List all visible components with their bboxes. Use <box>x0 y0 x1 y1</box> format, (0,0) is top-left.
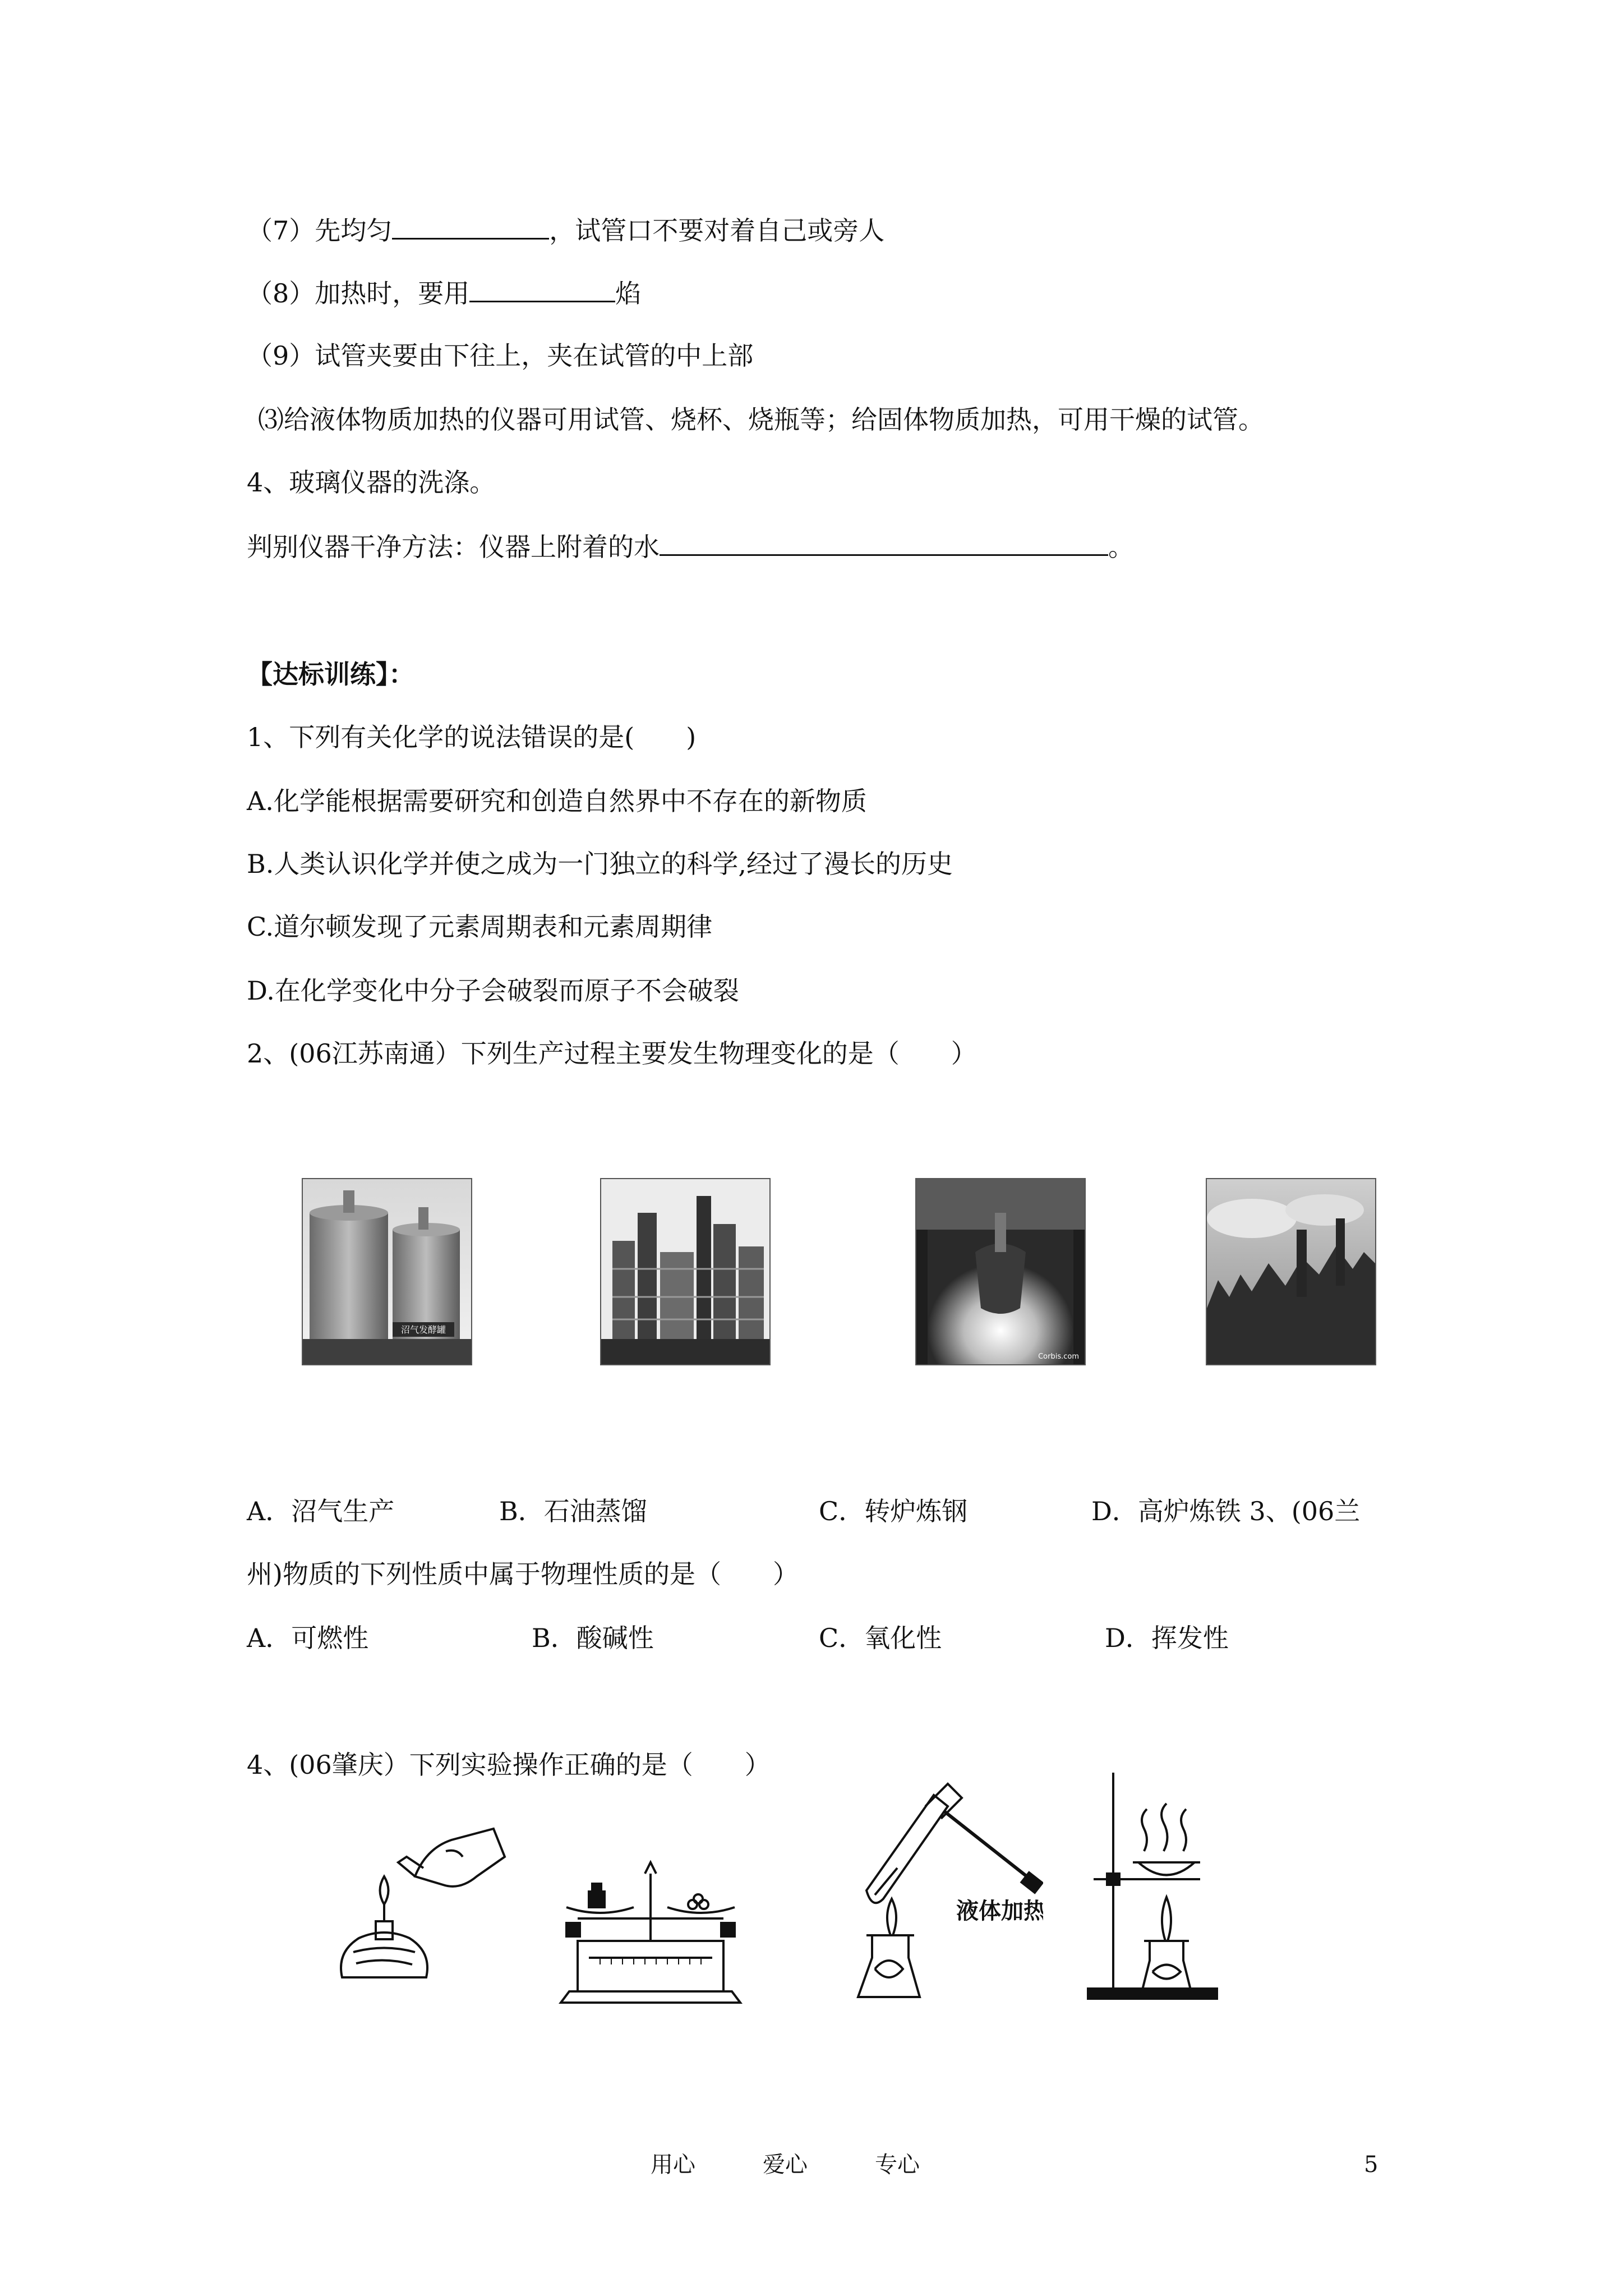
figure-3-label: 液体加热 <box>956 1898 1043 1924</box>
question-2-option-d: D．高炉炼铁 3、(06兰 <box>1091 1496 1361 1526</box>
photo-blast-furnace <box>1206 1178 1376 1365</box>
footer-motto-1: 用心 <box>651 2152 695 2178</box>
section-4-heading: 4、玻璃仪器的洗涤。 <box>247 467 496 498</box>
alcohol-lamp-lighting-icon <box>331 1823 510 1986</box>
photo-converter-steel <box>915 1178 1086 1365</box>
question-3: 州)物质的下列性质中属于物理性质的是（ ） <box>247 1559 799 1589</box>
question-3-option-d: D．挥发性 <box>1105 1623 1229 1653</box>
question-2: 2、(06江苏南通）下列生产过程主要发生物理变化的是（ ） <box>247 1038 977 1069</box>
question-2-option-b: B．石油蒸馏 <box>499 1496 647 1526</box>
question-1: 1、下列有关化学的说法错误的是( ) <box>247 722 697 752</box>
page-number: 5 <box>1364 2152 1378 2178</box>
figure-evaporating-dish <box>1071 1767 1273 2005</box>
question-2-option-a: A．沼气生产 <box>247 1496 395 1526</box>
balance-scale-icon <box>555 1857 746 2008</box>
converter-steel-image <box>916 1179 1085 1364</box>
practice-heading: 【达标训练】： <box>247 659 414 689</box>
item-8 <box>247 276 641 310</box>
footer-motto-3: 专心 <box>875 2152 920 2178</box>
figure-balance-scale <box>555 1857 746 2010</box>
figure-heating-liquid <box>841 1767 1043 2005</box>
judge-post: 。 <box>1108 532 1134 562</box>
question-3-option-a: A．可燃性 <box>247 1623 369 1653</box>
question-3-option-b: B．酸碱性 <box>532 1623 654 1653</box>
photo3-label: Corbis.com <box>1038 1352 1079 1361</box>
item-8-post: 焰 <box>615 278 642 309</box>
footer-motto-2: 爱心 <box>763 2152 808 2178</box>
photo-biogas-tanks <box>302 1178 472 1365</box>
item-7-post: ，试管口不要对着自己或旁人 <box>549 215 885 246</box>
fill-blank-7 <box>392 213 549 240</box>
fill-blank-8 <box>469 276 615 302</box>
evaporating-dish-stand-icon <box>1071 1767 1273 2003</box>
question-3-option-c: C．氧化性 <box>819 1623 942 1653</box>
paragraph-3: ⑶给液体物质加热的仪器可用试管、烧杯、烧瓶等；给固体物质加热，可用干燥的试管。 <box>258 404 1264 435</box>
item-9: （9）试管夹要由下往上，夹在试管的中上部 <box>247 341 754 371</box>
item-7-pre: （7）先均匀 <box>247 215 393 246</box>
question-1-option-b: B.人类认识化学并使之成为一门独立的科学,经过了漫长的历史 <box>247 849 953 879</box>
fill-blank-judge <box>660 530 1108 556</box>
oil-refinery-image <box>601 1179 769 1364</box>
question-2-option-c: C．转炉炼钢 <box>819 1496 968 1526</box>
question-1-option-a: A.化学能根据需要研究和创造自然界中不存在的新物质 <box>247 786 867 816</box>
item-7 <box>247 213 884 247</box>
photo-oil-refinery <box>600 1178 771 1365</box>
figure-lighting-alcohol-lamp <box>331 1823 510 1988</box>
blast-furnace-image <box>1207 1179 1375 1364</box>
item-8-pre: （8）加热时，要用 <box>247 278 470 309</box>
question-4: 4、(06肇庆）下列实验操作正确的是（ ） <box>247 1750 771 1780</box>
heating-liquid-test-tube-icon <box>841 1767 1043 2003</box>
judge-pre: 判别仪器干净方法：仪器上附着的水 <box>247 532 660 562</box>
judge-line <box>247 530 1134 564</box>
photo1-label: 沼气发酵罐 <box>400 1324 446 1335</box>
question-1-option-c: C.道尔顿发现了元素周期表和元素周期律 <box>247 912 713 942</box>
biogas-tanks-image <box>303 1179 471 1364</box>
question-1-option-d: D.在化学变化中分子会破裂而原子不会破裂 <box>247 976 739 1006</box>
